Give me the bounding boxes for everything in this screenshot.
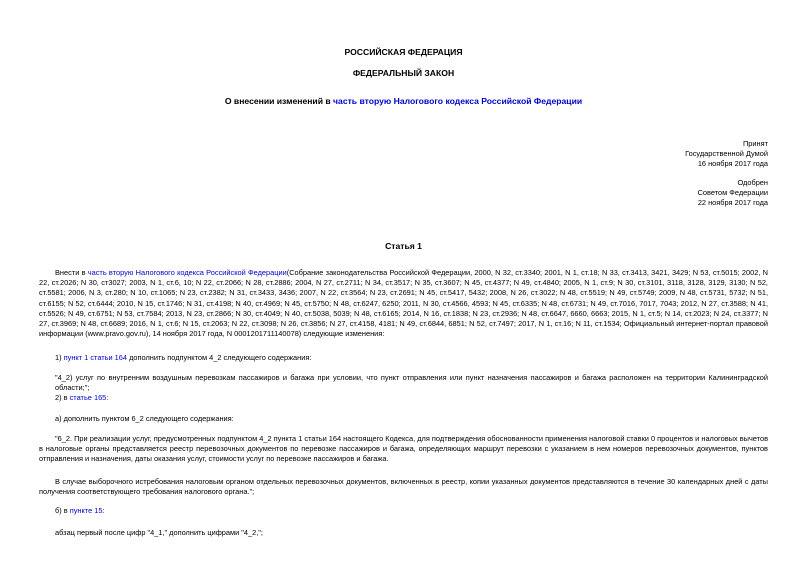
item-1-prefix: 1): [55, 353, 64, 362]
item-1-quote: "4_2) услуг по внутренним воздушным перевозкам пассажиров и багажа при условии, что пункт отправления или пункт назначения пассажиров и багажа расположен на территории Калининградской области;";: [55, 373, 768, 393]
item-2-link[interactable]: статье 165: [69, 393, 107, 402]
approval-block: [698, 178, 768, 208]
document-title-country: РОССИЙСКАЯ ФЕДЕРАЦИЯ: [344, 47, 463, 57]
item-1: [55, 353, 768, 363]
item-2a-quote: "6_2. При реализации услуг, предусмотренных подпунктом 4_2 пункта 1 статьи 164 настоящего Кодекса, для подтверждения обоснованности применения налоговой ставки 0 процентов и налоговых вычетов в налоговые органы представляется реестр перевозочных документов по перевозке пассажиров и багажа, определяющих маршрут перевозки с указанием в нем номеров перевозочных документов, пунктов отправления и назначения, даты оказания услуг, стоимости услуг по перевозке пассажиров и багажа.: [39, 434, 768, 464]
item-2b-prefix: б) в: [55, 506, 70, 515]
approval-body: Советом Федерации: [697, 188, 768, 197]
item-2b: [55, 506, 768, 516]
adoption-body: Государственной Думой: [685, 149, 768, 158]
item-1-text: дополнить подпунктом 4_2 следующего содержания:: [127, 353, 312, 362]
document-title-type: ФЕДЕРАЛЬНЫЙ ЗАКОН: [352, 68, 455, 78]
approval-date: 22 ноября 2017 года: [697, 198, 768, 207]
item-1-link[interactable]: пункт 1 статьи 164: [63, 353, 128, 362]
adoption-date: 16 ноября 2017 года: [697, 159, 768, 168]
item-2-prefix: 2) в: [55, 393, 70, 402]
intro-prefix: Внести в: [55, 268, 88, 277]
intro-tax-code-link[interactable]: часть вторую Налогового кодекса Российской Федерации: [87, 268, 287, 277]
adoption-block: [685, 139, 768, 169]
item-2: [55, 393, 768, 403]
item-2-text: :: [106, 393, 109, 402]
item-2b-text: :: [102, 506, 105, 515]
item-2a: а) дополнить пунктом 6_2 следующего содержания:: [55, 414, 234, 423]
document-subtitle: [0, 96, 807, 106]
article-title: Статья 1: [385, 241, 422, 251]
item-2b-line: абзац первый после цифр "4_1," дополнить цифрами "4_2,";: [55, 528, 263, 537]
subtitle-prefix: О внесении изменений в: [224, 96, 334, 106]
tax-code-link[interactable]: часть вторую Налогового кодекса Российской Федерации: [333, 96, 583, 106]
item-2a-quote-2: В случае выборочного истребования налоговым органом отдельных перевозочных документов, включенных в реестр, копии указанных документов представляются в течение 30 календарных дней с даты получения соответствующего требования налогового органа.";: [39, 477, 768, 497]
adoption-line: Принят: [742, 139, 768, 148]
item-2b-link[interactable]: пункте 15: [69, 506, 103, 515]
article-intro: [39, 268, 768, 339]
approval-line: Одобрен: [737, 178, 768, 187]
intro-text: (Собрание законодательства Российской Федерации, 2000, N 32, ст.3340; 2001, N 1, ст.18; N 33, ст.3413, 3421, 3429; N 53, ст.5015; 2002, N 22, ст.2026; N 30, ст3027; 2003, N 1, ст.6, 10; N 22, ст.2066; N 28, ст.2886; 2004, N 27, ст.2711; N 34, ст.3517; N 35, ст.3607; N 45, ст.4377; N 49, ст.4840; 2005, N 1, ст.9; N 30, ст.3101, 3118, 3128, 3129, 3130; N 52, ст.5581; 2006, N 3, ст.280; N 10, ст.1065; N 23, ст.2382; N 31, ст.3433, 3436; 2007, N 22, ст.3564; N 23, ст.2691; N 45, ст.5417, 5432; 2008, N 26, ст.3022; N 48, ст.5519; N 49, ст.5749; 2009, N 48, ст.5731, 5732; N 51, ст.6155; N 52, ст.6444; 2010, N 15, ст.1746; N 31, ст.4198; N 40, ст.4969; N 45, ст.5750; N 48, ст.6247, 6250; 2011, N 30, ст.4566, 4593; N 45, ст.6335; N 48, ст.6731; N 49, ст.7016, 7017, 7043; 2012, N 27, ст.3588; N 41, ст.5526; N 49, ст.6751; N 53, ст.7584; 2013, N 23, ст.2866; N 30, ст.4049; N 40, ст.5038, 5039; N 48, ст.6165; 2014, N 16, ст.1838; N 23, ст.2936; N 48, ст.6647, 6660, 6663; 2015, N 1, ст.5; N 14, ст.2023; N 24, ст.3377; N 27, ст.3969; N 48, ст.6689; 2016, N 1, ст.6; N 15, ст.2063; N 22, ст.3098; N 26, ст.3856; N 27, ст.4158, 4181; N 49, ст.6844, 6851; N 52, ст.7497; 2017, N 1, ст.16; N 11, ст.1534; Официальный интернет-портал правовой информации (www.pravo.gov.ru), 14 ноября 2017 года, N 0001201711140078) следующие изменения:: [39, 268, 768, 339]
